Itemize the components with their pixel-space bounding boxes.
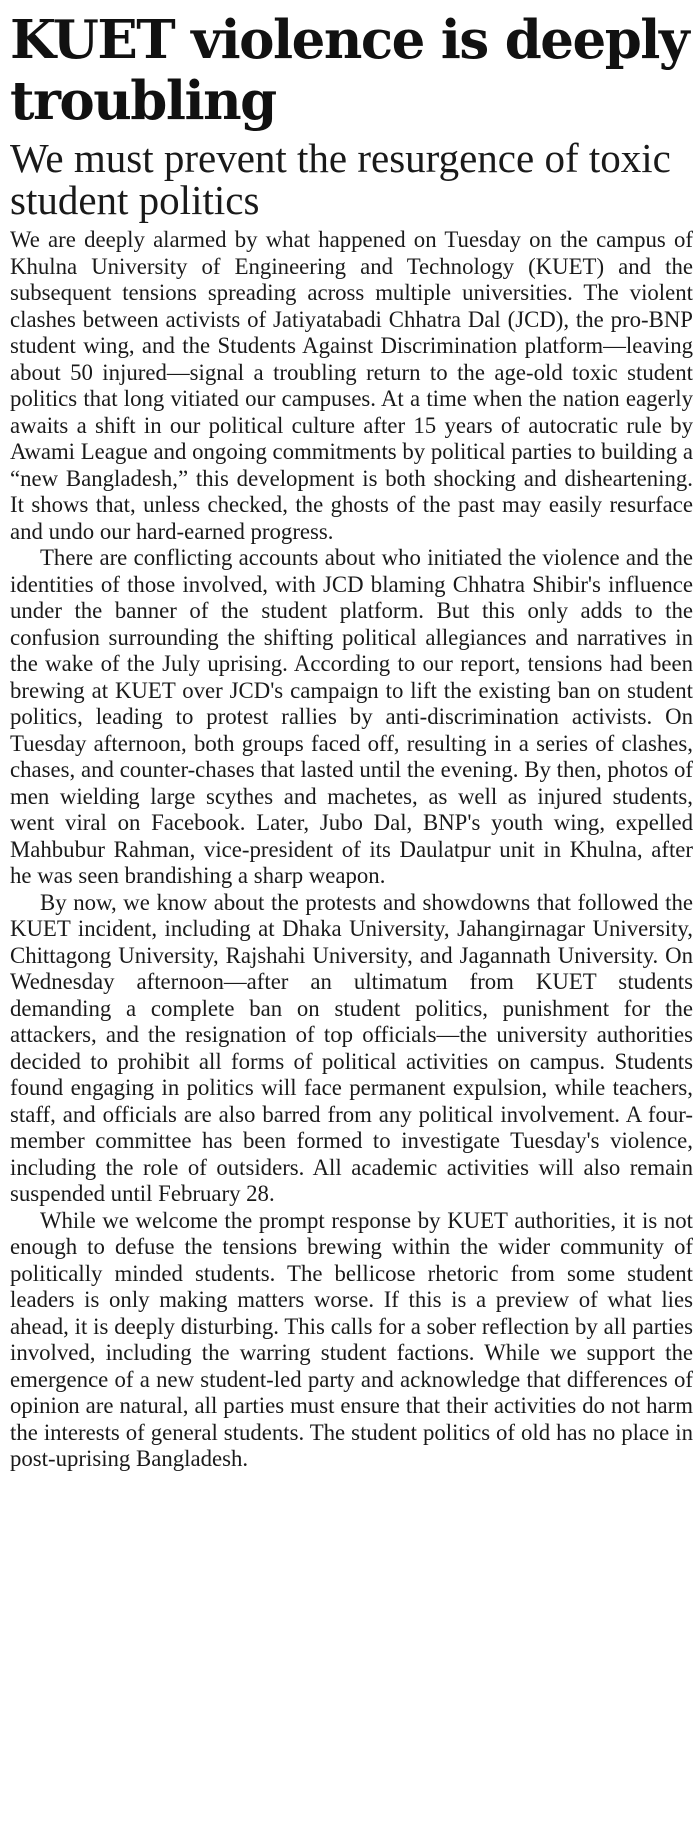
body-paragraph: We are deeply alarmed by what happened on Tuesday on the campus of Khulna University of Engineering and Technology (KUET) and the subsequent tensions spreading across multiple universities. The violent clashes between activists of Jatiyatabadi Chhatra Dal (JCD), the pro-BNP student wing, and the Students Against Discrimination platform—leaving about 50 injured—signal a troubling return to the age-old toxic student politics that long vitiated our campuses. At a time when the nation eagerly awaits a shift in our political culture after 15 years of autocratic rule by Awami League and ongoing commitments by political parties to building a “new Bangladesh,” this development is both shocking and disheartening. It shows that, unless checked, the ghosts of the past may easily resurface and undo our hard-earned progress. bbox=[10, 227, 693, 544]
headline: KUET violence is deeply troubling bbox=[10, 9, 689, 132]
body-paragraph: There are conflicting accounts about who initiated the violence and the identities of those involved, with JCD blaming Chhatra Shibir's influence under the banner of the student platform. But this only adds to the confusion surrounding the shifting political allegiances and narratives in the wake of the July uprising. According to our report, tensions had been brewing at KUET over JCD's campaign to lift the existing ban on student politics, leading to protest rallies by anti-discrimination activists. On Tuesday afternoon, both groups faced off, resulting in a series of clashes, chases, and counter-chases that lasted until the evening. By then, photos of men wielding large scythes and machetes, as well as injured students, went viral on Facebook. Later, Jubo Dal, BNP's youth wing, expelled Mahbubur Rahman, vice-president of its Daulatpur unit in Khulna, after he was seen brandishing a sharp weapon. bbox=[10, 545, 693, 888]
editorial-article bbox=[10, 10, 693, 1473]
body-paragraph: While we welcome the prompt response by KUET authorities, it is not enough to defuse the tensions brewing within the wider community of politically minded students. The bellicose rhetoric from some student leaders is only making matters worse. If this is a preview of what lies ahead, it is deeply disturbing. This calls for a sober reflection by all parties involved, including the warring student factions. While we support the emergence of a new student-led party and acknowledge that differences of opinion are natural, all parties must ensure that their activities do not harm the interests of general students. The student politics of old has no place in post-uprising Bangladesh. bbox=[10, 1207, 693, 1471]
body-paragraph: By now, we know about the protests and showdowns that followed the KUET incident, including at Dhaka University, Jahangirnagar University, Chittagong University, Rajshahi University, and Jagannath University. On Wednesday afternoon—after an ultimatum from KUET students demanding a complete ban on student politics, punishment for the attackers, and the resignation of top officials—the university authorities decided to prohibit all forms of political activities on campus. Students found engaging in politics will face permanent expulsion, while teachers, staff, and officials are also barred from any political involvement. A four-member committee has been formed to investigate Tuesday's violence, including the role of outsiders. All academic activities will also remain suspended until February 28. bbox=[10, 889, 693, 1206]
subheadline: We must prevent the resurgence of toxic student politics bbox=[10, 135, 671, 223]
